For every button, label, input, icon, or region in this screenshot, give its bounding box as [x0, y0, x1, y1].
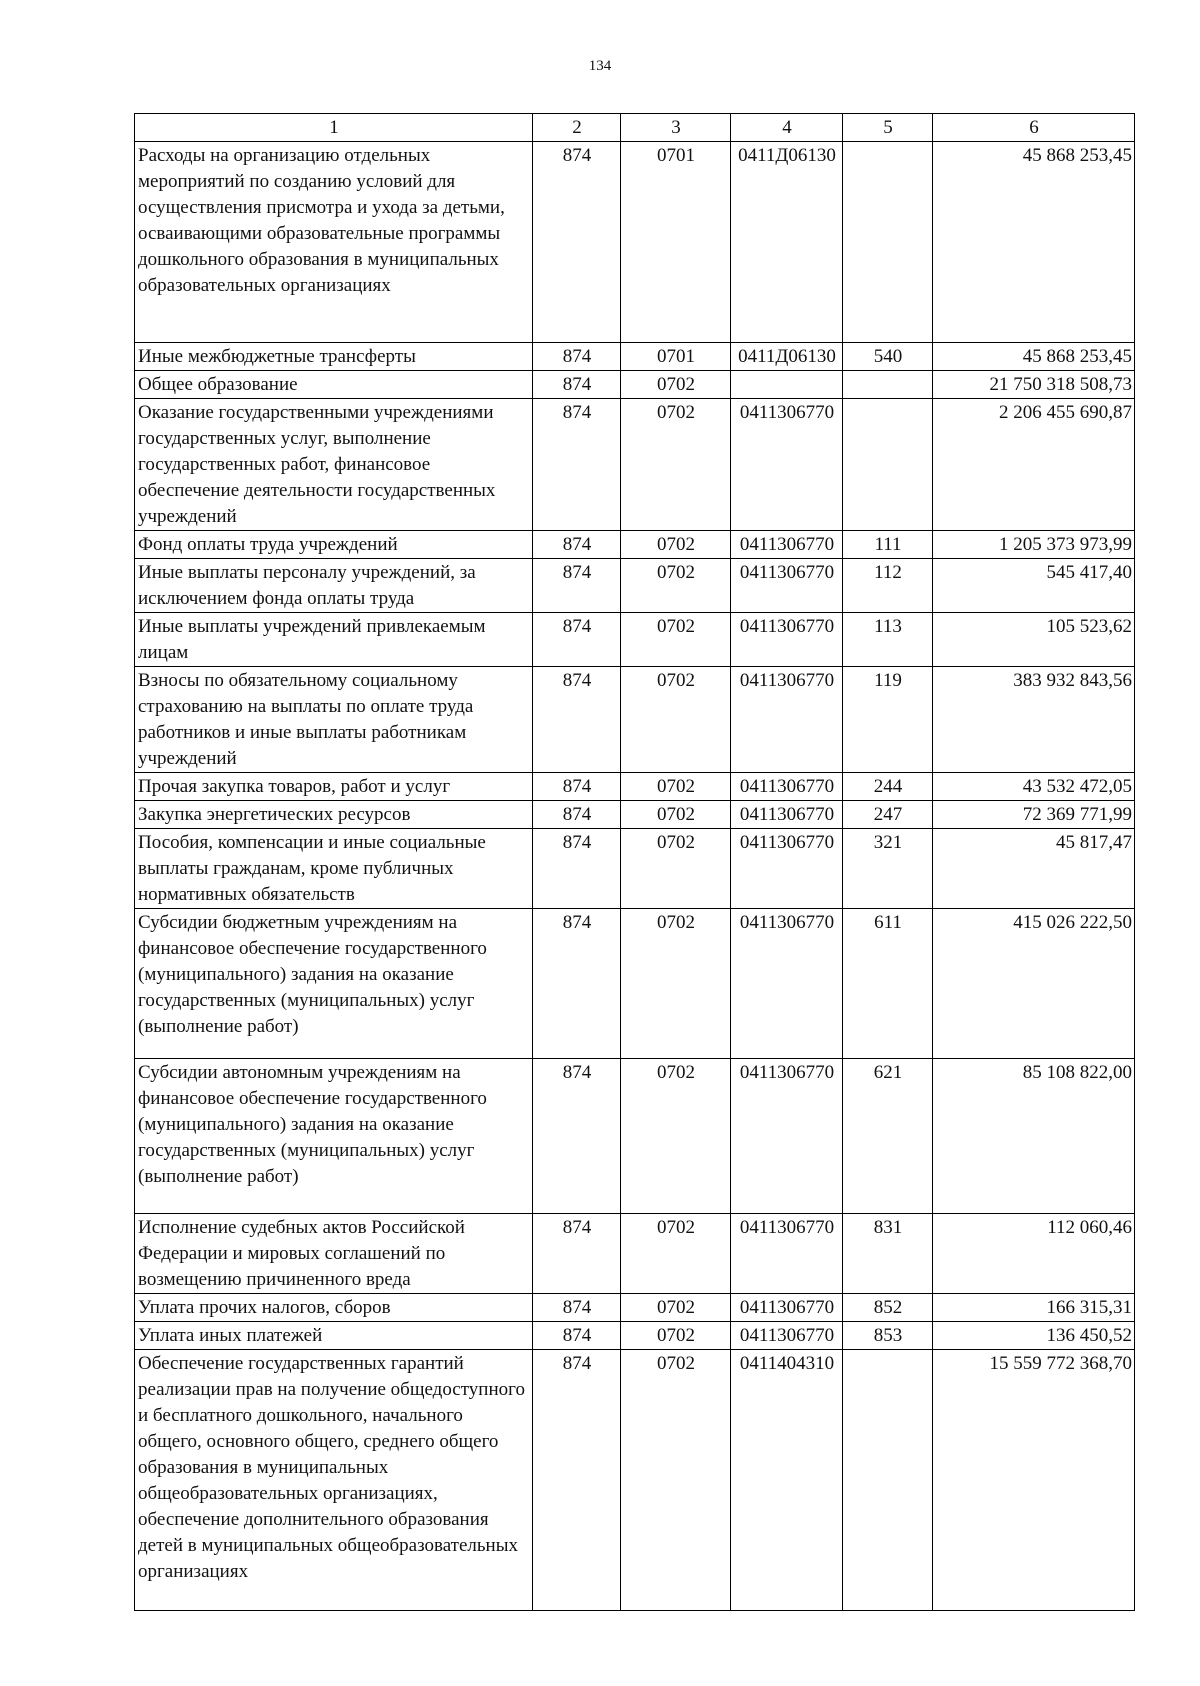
row-sum-cell: 383 932 843,56	[933, 667, 1135, 773]
row-section-cell: 0702	[621, 559, 731, 613]
row-name-cell: Иные выплаты персоналу учреждений, за исключением фонда оплаты труда	[135, 559, 533, 613]
row-sum-cell: 45 817,47	[933, 829, 1135, 909]
row-name-cell: Расходы на организацию отдельных мероприятий по созданию условий для осуществления присмотра и ухода за детьми, осваивающими образовательные программы дошкольного образования в муниципальных образовательных организациях	[135, 142, 533, 343]
row-sum-cell: 45 868 253,45	[933, 343, 1135, 371]
row-csr-cell: 0411306770	[731, 1294, 843, 1322]
row-section-cell: 0702	[621, 613, 731, 667]
row-vr-cell	[843, 1350, 933, 1611]
row-name-cell: Оказание государственными учреждениями государственных услуг, выполнение государственных работ, финансовое обеспечение деятельности государственных учреждений	[135, 399, 533, 531]
table-row	[135, 531, 1135, 559]
row-sum-cell: 166 315,31	[933, 1294, 1135, 1322]
table-row	[135, 399, 1135, 531]
row-csr-cell: 0411306770	[731, 613, 843, 667]
table-row	[135, 142, 1135, 343]
row-section-cell: 0702	[621, 801, 731, 829]
table-row	[135, 1322, 1135, 1350]
row-grbs-cell: 874	[533, 1322, 621, 1350]
row-csr-cell: 0411306770	[731, 1322, 843, 1350]
row-vr-cell	[843, 142, 933, 343]
row-name-cell: Исполнение судебных актов Российской Федерации и мировых соглашений по возмещению причиненного вреда	[135, 1214, 533, 1294]
row-grbs-cell: 874	[533, 531, 621, 559]
row-section-cell: 0702	[621, 909, 731, 1059]
row-sum-cell: 72 369 771,99	[933, 801, 1135, 829]
row-grbs-cell: 874	[533, 909, 621, 1059]
row-section-cell: 0702	[621, 1322, 731, 1350]
table-row	[135, 1294, 1135, 1322]
table-row	[135, 829, 1135, 909]
row-csr-cell: 0411306770	[731, 531, 843, 559]
table-row	[135, 909, 1135, 1059]
row-grbs-cell: 874	[533, 829, 621, 909]
table-row	[135, 1059, 1135, 1214]
row-vr-cell: 112	[843, 559, 933, 613]
table-row	[135, 801, 1135, 829]
row-grbs-cell: 874	[533, 371, 621, 399]
row-sum-cell: 136 450,52	[933, 1322, 1135, 1350]
row-grbs-cell: 874	[533, 801, 621, 829]
header-cell: 4	[731, 114, 843, 142]
row-name-cell: Пособия, компенсации и иные социальные выплаты гражданам, кроме публичных нормативных обязательств	[135, 829, 533, 909]
row-sum-cell: 21 750 318 508,73	[933, 371, 1135, 399]
row-grbs-cell: 874	[533, 1059, 621, 1214]
row-sum-cell: 1 205 373 973,99	[933, 531, 1135, 559]
row-csr-cell: 0411306770	[731, 399, 843, 531]
row-grbs-cell: 874	[533, 399, 621, 531]
row-sum-cell: 85 108 822,00	[933, 1059, 1135, 1214]
row-sum-cell: 43 532 472,05	[933, 773, 1135, 801]
row-name-cell: Субсидии бюджетным учреждениям на финансовое обеспечение государственного (муниципального) задания на оказание государственных (муниципальных) услуг (выполнение работ)	[135, 909, 533, 1059]
row-section-cell: 0701	[621, 142, 731, 343]
row-section-cell: 0702	[621, 1214, 731, 1294]
row-vr-cell: 113	[843, 613, 933, 667]
table-row	[135, 773, 1135, 801]
header-cell: 2	[533, 114, 621, 142]
table-row	[135, 343, 1135, 371]
row-csr-cell: 0411306770	[731, 667, 843, 773]
budget-table	[134, 113, 1135, 1611]
row-section-cell: 0702	[621, 531, 731, 559]
row-vr-cell: 540	[843, 343, 933, 371]
row-csr-cell: 0411306770	[731, 801, 843, 829]
row-name-cell: Взносы по обязательному социальному страхованию на выплаты по оплате труда работников и иные выплаты работникам учреждений	[135, 667, 533, 773]
row-grbs-cell: 874	[533, 613, 621, 667]
row-grbs-cell: 874	[533, 1294, 621, 1322]
row-sum-cell: 45 868 253,45	[933, 142, 1135, 343]
row-name-cell: Обеспечение государственных гарантий реализации прав на получение общедоступного и бесплатного дошкольного, начального общего, основного общего, среднего общего образования в муниципальных общеобразовательных организациях, обеспечение дополнительного образования детей в муниципальных общеобразовательных организациях	[135, 1350, 533, 1611]
table-row	[135, 667, 1135, 773]
row-csr-cell: 0411Д06130	[731, 343, 843, 371]
row-section-cell: 0701	[621, 343, 731, 371]
row-grbs-cell: 874	[533, 667, 621, 773]
row-csr-cell: 0411404310	[731, 1350, 843, 1611]
row-csr-cell: 0411306770	[731, 559, 843, 613]
row-grbs-cell: 874	[533, 1214, 621, 1294]
header-cell: 1	[135, 114, 533, 142]
row-name-cell: Иные межбюджетные трансферты	[135, 343, 533, 371]
row-vr-cell: 321	[843, 829, 933, 909]
row-section-cell: 0702	[621, 399, 731, 531]
row-csr-cell: 0411306770	[731, 1214, 843, 1294]
row-name-cell: Иные выплаты учреждений привлекаемым лицам	[135, 613, 533, 667]
row-sum-cell: 105 523,62	[933, 613, 1135, 667]
row-name-cell: Прочая закупка товаров, работ и услуг	[135, 773, 533, 801]
table-row	[135, 1350, 1135, 1611]
row-vr-cell: 611	[843, 909, 933, 1059]
row-section-cell: 0702	[621, 1350, 731, 1611]
row-name-cell: Уплата прочих налогов, сборов	[135, 1294, 533, 1322]
header-cell: 3	[621, 114, 731, 142]
table-row	[135, 371, 1135, 399]
row-name-cell: Закупка энергетических ресурсов	[135, 801, 533, 829]
row-section-cell: 0702	[621, 1294, 731, 1322]
row-csr-cell: 0411306770	[731, 909, 843, 1059]
row-grbs-cell: 874	[533, 343, 621, 371]
table-row	[135, 559, 1135, 613]
row-vr-cell: 119	[843, 667, 933, 773]
row-sum-cell: 15 559 772 368,70	[933, 1350, 1135, 1611]
row-csr-cell: 0411Д06130	[731, 142, 843, 343]
row-sum-cell: 112 060,46	[933, 1214, 1135, 1294]
row-vr-cell: 852	[843, 1294, 933, 1322]
header-cell: 5	[843, 114, 933, 142]
row-vr-cell: 247	[843, 801, 933, 829]
row-sum-cell: 545 417,40	[933, 559, 1135, 613]
row-grbs-cell: 874	[533, 773, 621, 801]
row-vr-cell: 111	[843, 531, 933, 559]
row-vr-cell: 621	[843, 1059, 933, 1214]
row-csr-cell: 0411306770	[731, 829, 843, 909]
row-section-cell: 0702	[621, 667, 731, 773]
header-cell: 6	[933, 114, 1135, 142]
table-row	[135, 613, 1135, 667]
row-section-cell: 0702	[621, 829, 731, 909]
row-vr-cell: 853	[843, 1322, 933, 1350]
row-csr-cell	[731, 371, 843, 399]
row-section-cell: 0702	[621, 371, 731, 399]
row-csr-cell: 0411306770	[731, 1059, 843, 1214]
row-section-cell: 0702	[621, 1059, 731, 1214]
row-sum-cell: 415 026 222,50	[933, 909, 1135, 1059]
row-section-cell: 0702	[621, 773, 731, 801]
table-row	[135, 1214, 1135, 1294]
row-name-cell: Фонд оплаты труда учреждений	[135, 531, 533, 559]
row-vr-cell: 831	[843, 1214, 933, 1294]
row-name-cell: Субсидии автономным учреждениям на финансовое обеспечение государственного (муниципального) задания на оказание государственных (муниципальных) услуг (выполнение работ)	[135, 1059, 533, 1214]
row-grbs-cell: 874	[533, 559, 621, 613]
row-sum-cell: 2 206 455 690,87	[933, 399, 1135, 531]
row-grbs-cell: 874	[533, 1350, 621, 1611]
row-vr-cell: 244	[843, 773, 933, 801]
row-vr-cell	[843, 399, 933, 531]
header-row	[135, 114, 1135, 142]
page-number: 134	[588, 58, 612, 74]
row-grbs-cell: 874	[533, 142, 621, 343]
row-vr-cell	[843, 371, 933, 399]
row-name-cell: Уплата иных платежей	[135, 1322, 533, 1350]
row-name-cell: Общее образование	[135, 371, 533, 399]
row-csr-cell: 0411306770	[731, 773, 843, 801]
